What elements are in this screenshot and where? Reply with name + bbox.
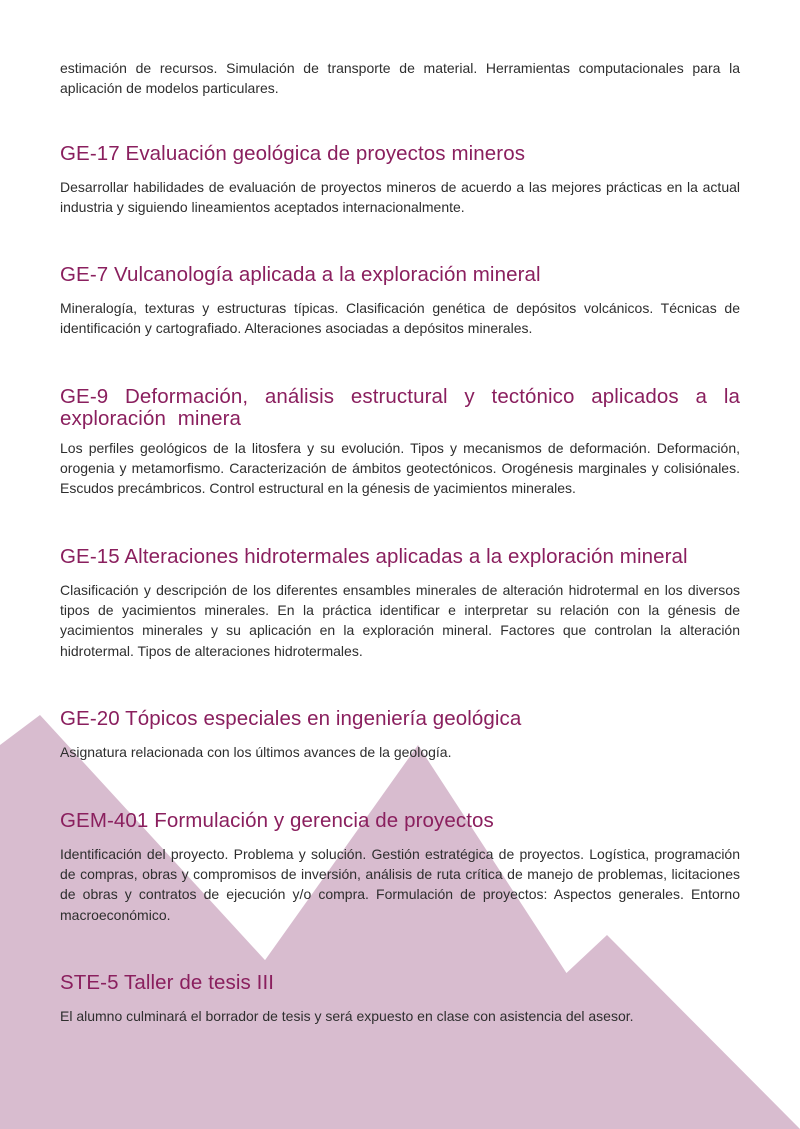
course-ste5 [60,972,740,1026]
course-ge7 [60,264,740,338]
course-title: GE-7 Vulcanología aplicada a la exploración mineral [60,263,541,286]
course-title: GE-17 Evaluación geológica de proyectos mineros [60,142,526,165]
course-description: Asignatura relacionada con los últimos avances de la geología. [60,744,452,760]
course-title: GEM-401 Formulación y gerencia de proyectos [60,809,494,832]
course-description: Los perfiles geológicos de la litosfera y su evolución. Tipos y mecanismos de deformación. Deformación, orogenia y metamorfismo. Caracterización de ámbitos geotectónicos. Orogénesis marginales y colisiónales. Escudos precámbricos. Control estructural en la génesis de yacimientos minerales. [60,440,740,497]
course-title: GE-15 Alteraciones hidrotermales aplicadas a la exploración mineral [60,545,688,568]
course-description: Mineralogía, texturas y estructuras típicas. Clasificación genética de depósitos volcánicos. Técnicas de identificación y cartografiado. Alteraciones asociadas a depósitos minerales. [60,300,740,337]
course-description: Desarrollar habilidades de evaluación de proyectos mineros de acuerdo a las mejores prácticas en la actual industria y siguiendo lineamientos aceptados internacionalmente. [60,179,740,216]
course-ge15 [60,546,740,661]
course-description: Clasificación y descripción de los diferentes ensambles minerales de alteración hidrotermal en los diversos tipos de yacimientos minerales. En la práctica identificar e interpretar su relación con la génesis de yacimientos minerales y su aplicación en la exploración mineral. Factores que controlan la alteración hidrotermal. Tipos de alteraciones hidrotermales. [60,582,740,659]
course-description: El alumno culminará el borrador de tesis y será expuesto en clase con asistencia del asesor. [60,1008,634,1024]
intro-text: estimación de recursos. Simulación de transporte de material. Herramientas computacionales para la aplicación de modelos particulares. [60,60,740,97]
course-title: STE-5 Taller de tesis III [60,971,275,994]
course-gem401 [60,810,740,925]
course-title: GE-20 Tópicos especiales en ingeniería geológica [60,707,522,730]
course-title: GE-9 Deformación, análisis estructural y tectónico aplicados a la exploración minera [60,385,740,430]
course-ge17 [60,143,740,217]
course-ge20 [60,708,740,762]
course-ge9 [60,386,740,499]
intro-block [60,58,740,98]
course-description: Identificación del proyecto. Problema y solución. Gestión estratégica de proyectos. Logística, programación de compras, obras y compromisos de inversión, análisis de ruta crítica de manejo de problemas, licitaciones de obras y contratos de ejecución y/o compra. Formulación de proyectos: Aspectos generales. Entorno macroeconómico. [60,846,740,923]
